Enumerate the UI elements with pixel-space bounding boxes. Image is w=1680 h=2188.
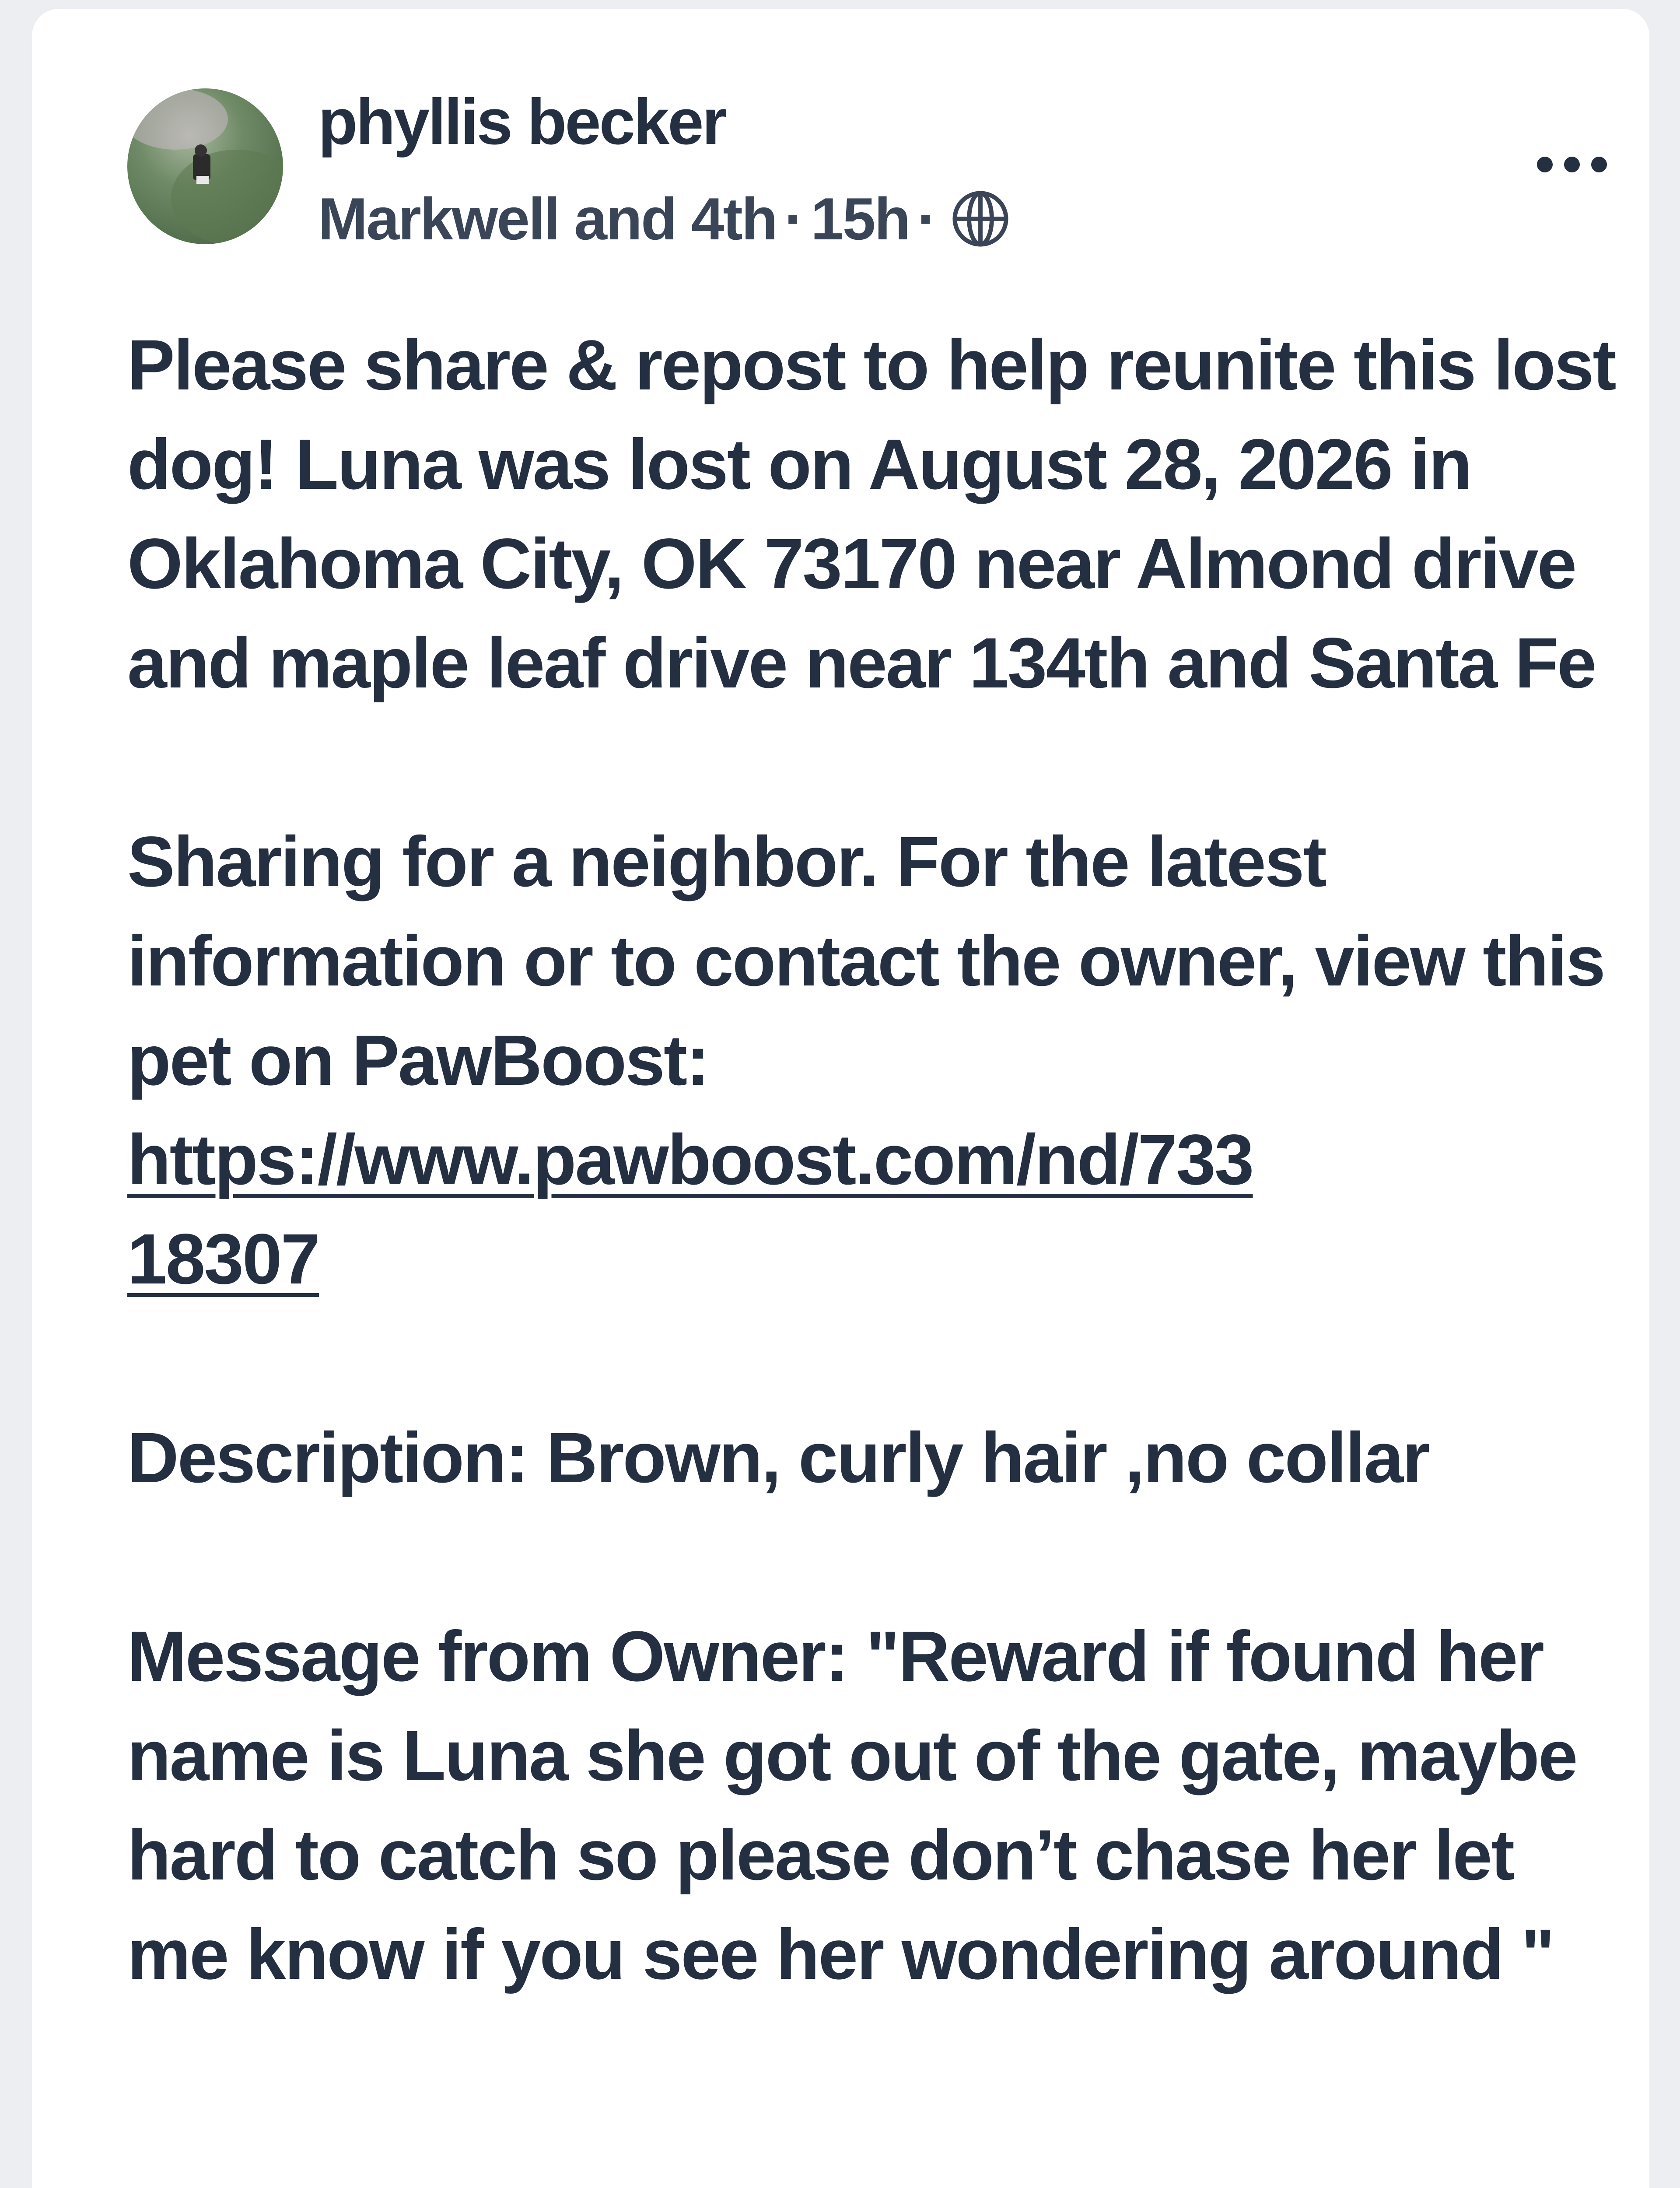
post-card xyxy=(32,9,1649,2188)
post-paragraph: Please share & repost to help reunite this lost dog! Luna was lost on August 28, 2026 in Oklahoma City, OK 73170 near Almond drive and maple leaf drive near 134th and Santa Fe xyxy=(127,325,1615,703)
avatar-photo xyxy=(127,88,283,244)
post-paragraph: Description: Brown, curly hair ,no collar xyxy=(127,1417,1429,1497)
post-paragraph: Sharing for a neighbor. For the latest information or to contact the owner, view this pet on PawBoost: https://www.pawboost.com/nd/73318307 xyxy=(127,812,1628,1308)
avatar[interactable] xyxy=(127,88,283,244)
pawboost-link[interactable]: https://www.pawboost.com/nd/73318307 xyxy=(127,1119,1253,1299)
meta-separator: · xyxy=(917,186,936,252)
meta-separator: · xyxy=(784,186,803,252)
post-meta xyxy=(318,186,1013,252)
more-options-button[interactable] xyxy=(1537,149,1607,180)
post-body xyxy=(127,315,1628,2103)
author-name[interactable]: phyllis becker xyxy=(318,86,726,158)
post-paragraph: Message from Owner: "Reward if found her name is Luna she got out of the gate, maybe hard to catch so please don’t chase her let me know if you see her wondering around " xyxy=(127,1616,1577,1994)
post-time[interactable]: 15h xyxy=(811,186,910,252)
more-options-icon xyxy=(1537,157,1553,172)
post-location[interactable]: Markwell and 4th xyxy=(318,186,777,252)
globe-icon xyxy=(948,186,1013,251)
